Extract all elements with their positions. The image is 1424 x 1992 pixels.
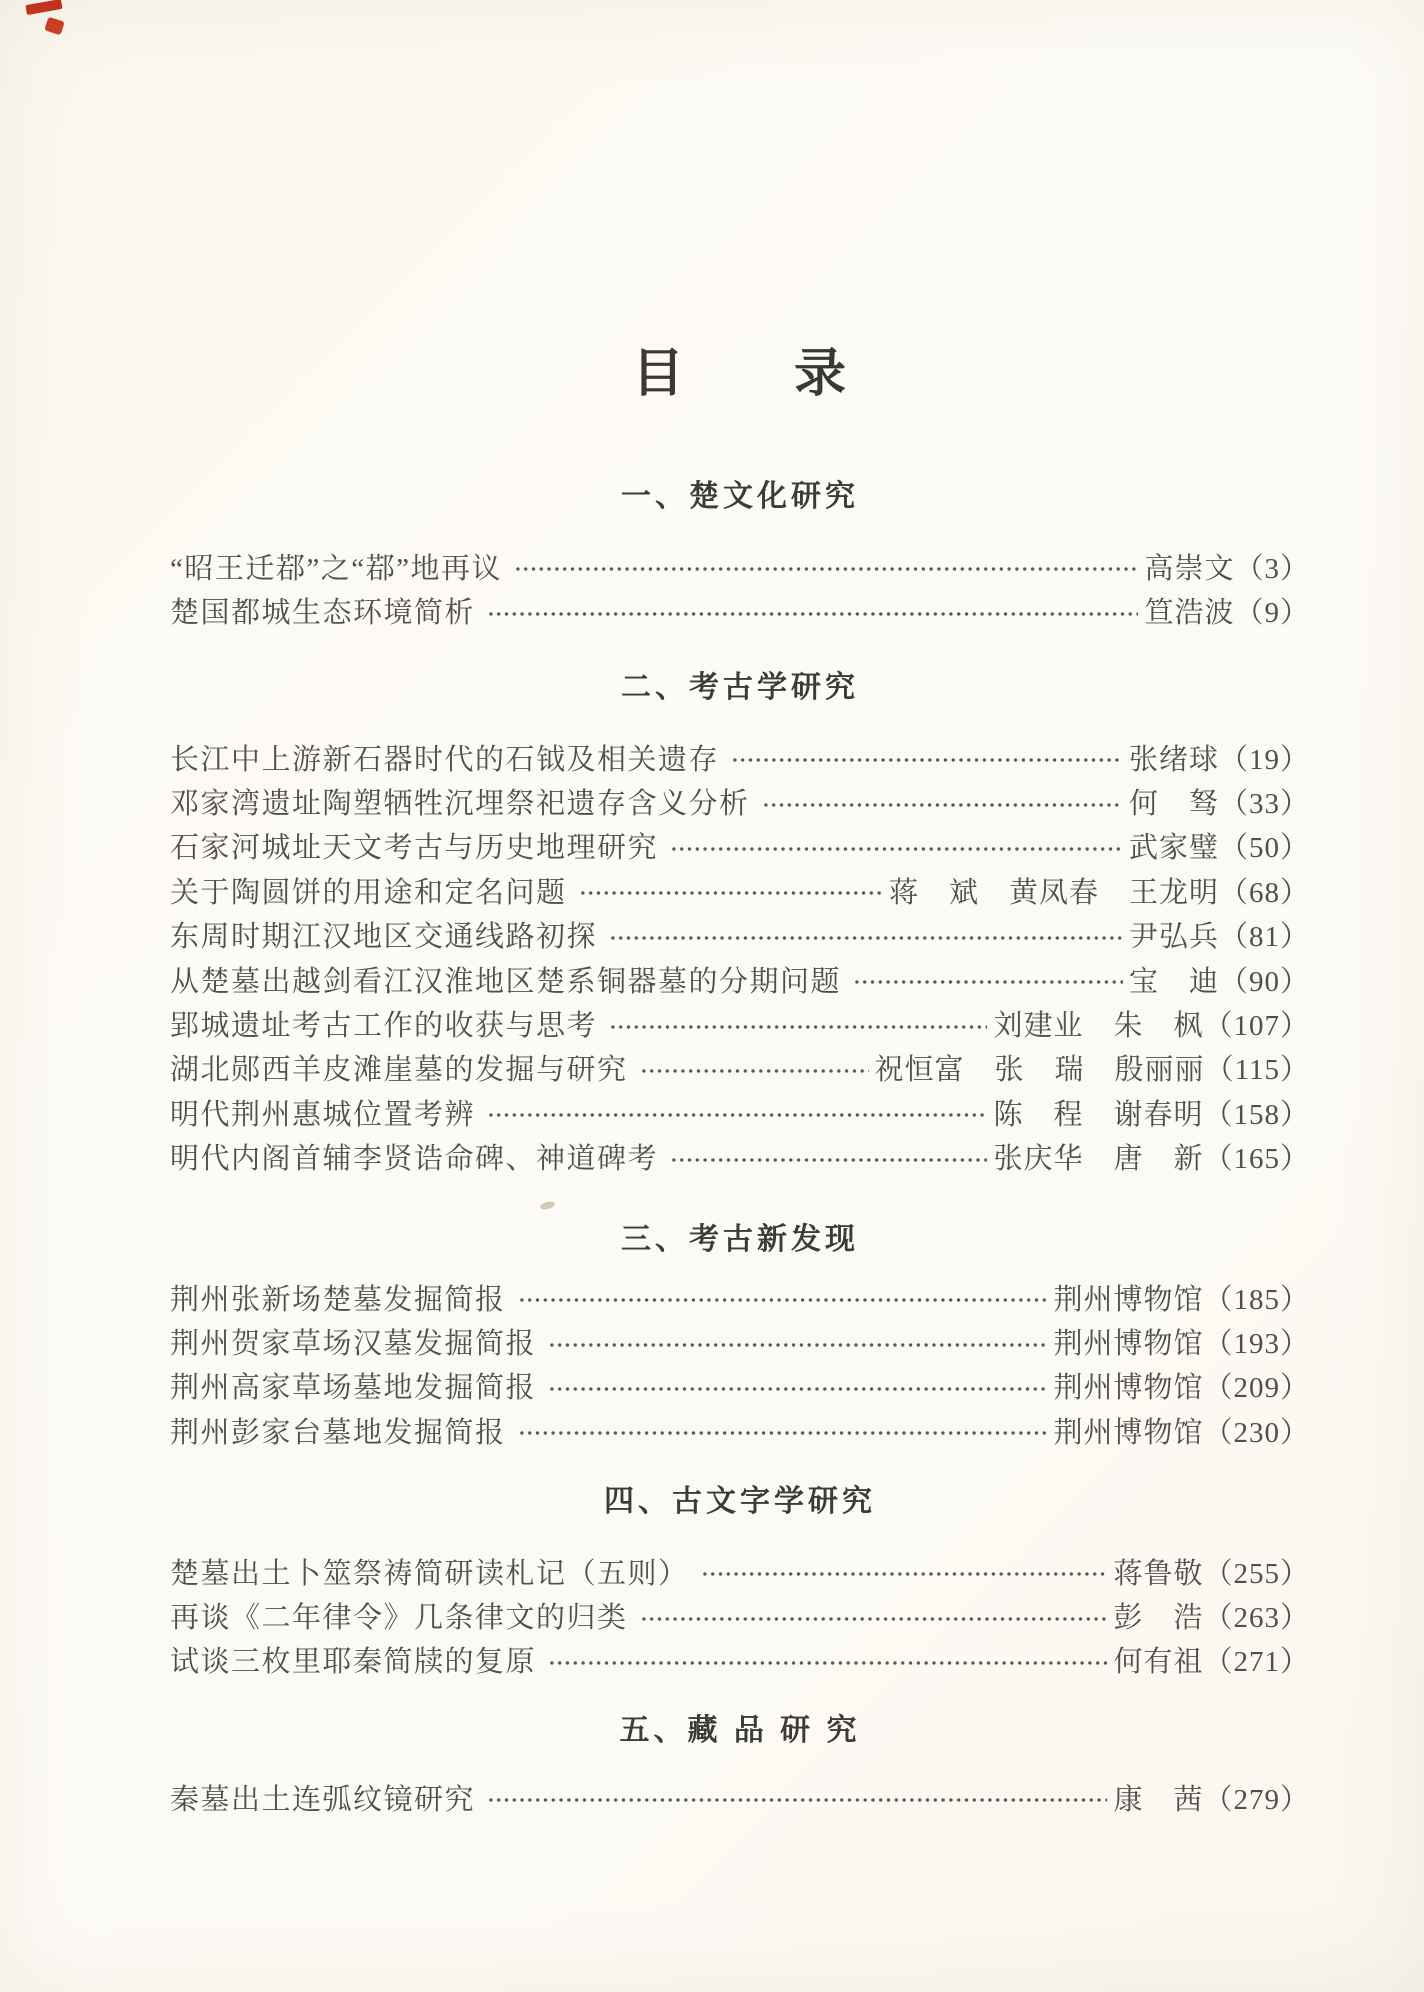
section-heading: 一、楚文化研究 bbox=[621, 480, 859, 513]
toc-entry bbox=[170, 1001, 1310, 1045]
dot-leader bbox=[487, 611, 1138, 617]
entry-title: 荆州彭家台墓地发掘简报 bbox=[170, 1416, 506, 1449]
entry-title: 明代荆州惠城位置考辨 bbox=[170, 1098, 476, 1131]
toc-entry bbox=[170, 735, 1310, 779]
toc-entry bbox=[170, 1275, 1310, 1319]
section-heading: 五、藏 品 研 究 bbox=[619, 1714, 861, 1747]
content-column bbox=[170, 0, 1310, 1992]
dot-leader bbox=[670, 1157, 987, 1163]
toc-entry bbox=[170, 1319, 1310, 1363]
entry-authors: 何有祖 bbox=[1113, 1646, 1204, 1679]
toc-entry bbox=[170, 1638, 1310, 1682]
entry-page-number: （193） bbox=[1203, 1328, 1310, 1361]
entry-title: 湖北郧西羊皮滩崖墓的发掘与研究 bbox=[170, 1054, 628, 1087]
dot-leader bbox=[731, 757, 1123, 763]
entry-page-number: （271） bbox=[1203, 1646, 1310, 1679]
entry-authors: 刘建业 朱 枫 bbox=[993, 1010, 1204, 1043]
entry-title: 邓家湾遗址陶塑牺牲沉埋祭祀遗存含义分析 bbox=[170, 788, 750, 821]
dot-leader bbox=[548, 1386, 1047, 1392]
section-entries bbox=[170, 544, 1310, 633]
entry-page-number: （255） bbox=[1203, 1557, 1310, 1590]
entry-page-number: （33） bbox=[1218, 788, 1310, 821]
toc-entry bbox=[170, 957, 1310, 1001]
entry-title: 试谈三枚里耶秦简牍的复原 bbox=[170, 1646, 537, 1679]
entry-page-number: （230） bbox=[1203, 1416, 1310, 1449]
entry-authors: 彭 浩 bbox=[1113, 1602, 1204, 1635]
entry-title: 荆州高家草场墓地发掘简报 bbox=[170, 1372, 537, 1405]
section-heading: 四、古文字学研究 bbox=[604, 1485, 876, 1518]
toc-entry bbox=[170, 868, 1310, 912]
entry-page-number: （9） bbox=[1234, 597, 1310, 630]
entry-authors: 笪浩波 bbox=[1144, 597, 1235, 630]
entry-page-number: （185） bbox=[1203, 1283, 1310, 1316]
toc-entry bbox=[170, 1775, 1310, 1819]
section-chu-culture bbox=[170, 479, 1310, 633]
dot-leader bbox=[640, 1068, 869, 1074]
entry-authors: 荆州博物馆 bbox=[1053, 1328, 1204, 1361]
section-new-discoveries bbox=[170, 1222, 1310, 1453]
entry-page-number: （115） bbox=[1204, 1054, 1310, 1087]
entry-title: 荆州张新场楚墓发掘简报 bbox=[170, 1283, 506, 1316]
dot-leader bbox=[670, 846, 1123, 852]
toc-entry bbox=[170, 779, 1310, 823]
entry-authors: 祝恒富 张 瑞 殷丽丽 bbox=[874, 1054, 1205, 1087]
section-heading: 二、考古学研究 bbox=[621, 671, 859, 704]
entry-page-number: （209） bbox=[1203, 1372, 1310, 1405]
entry-authors: 张庆华 唐 新 bbox=[993, 1143, 1204, 1176]
section-entries bbox=[170, 1275, 1310, 1453]
dot-leader bbox=[548, 1660, 1107, 1666]
entry-page-number: （19） bbox=[1218, 743, 1310, 776]
dot-leader bbox=[701, 1571, 1108, 1577]
entry-authors: 尹弘兵 bbox=[1128, 921, 1219, 954]
section-collection-research bbox=[170, 1713, 1310, 1819]
section-entries bbox=[170, 1549, 1310, 1682]
entry-authors: 陈 程 谢春明 bbox=[993, 1098, 1204, 1131]
dot-leader bbox=[487, 1112, 987, 1118]
entry-authors: 蒋鲁敬 bbox=[1113, 1557, 1204, 1590]
toc-entry bbox=[170, 588, 1310, 632]
section-heading: 三、考古新发现 bbox=[621, 1223, 859, 1256]
entry-page-number: （263） bbox=[1203, 1602, 1310, 1635]
toc-entry bbox=[170, 913, 1310, 957]
entry-authors: 武家璧 bbox=[1128, 832, 1219, 865]
toc-entry bbox=[170, 1135, 1310, 1179]
dot-leader bbox=[518, 1297, 1048, 1303]
entry-title: 楚国都城生态环境简析 bbox=[170, 597, 476, 630]
entry-page-number: （165） bbox=[1203, 1143, 1310, 1176]
entry-page-number: （279） bbox=[1203, 1783, 1310, 1816]
entry-title: 从楚墓出越剑看江汉淮地区楚系铜器墓的分期问题 bbox=[170, 965, 842, 998]
toc-entry bbox=[170, 1364, 1310, 1408]
entry-page-number: （68） bbox=[1218, 876, 1310, 909]
page-title: 目 录 bbox=[631, 346, 848, 403]
toc-entry bbox=[170, 1046, 1310, 1090]
toc-entry bbox=[170, 544, 1310, 588]
entry-title: 秦墓出土连弧纹镜研究 bbox=[170, 1783, 476, 1816]
entry-title: 明代内阁首辅李贤诰命碑、神道碑考 bbox=[170, 1143, 659, 1176]
entry-page-number: （50） bbox=[1218, 832, 1310, 865]
entry-authors: 宝 迪 bbox=[1128, 965, 1219, 998]
section-entries bbox=[170, 735, 1310, 1179]
entry-authors: 荆州博物馆 bbox=[1053, 1416, 1204, 1449]
entry-title: 荆州贺家草场汉墓发掘简报 bbox=[170, 1328, 537, 1361]
dot-leader bbox=[609, 1024, 987, 1030]
dot-leader bbox=[518, 1430, 1048, 1436]
dot-leader bbox=[548, 1342, 1047, 1348]
red-scan-mark bbox=[25, 0, 62, 15]
entry-authors: 高崇文 bbox=[1144, 552, 1235, 585]
entry-title: 楚墓出土卜筮祭祷简研读札记（五则） bbox=[170, 1557, 689, 1590]
dot-leader bbox=[487, 1797, 1107, 1803]
red-scan-mark bbox=[44, 17, 64, 36]
toc-entry bbox=[170, 824, 1310, 868]
entry-title: 东周时期江汉地区交通线路初探 bbox=[170, 921, 598, 954]
section-paleography bbox=[170, 1484, 1310, 1682]
entry-title: 再谈《二年律令》几条律文的归类 bbox=[170, 1602, 628, 1635]
entry-page-number: （81） bbox=[1218, 921, 1310, 954]
toc-entry bbox=[170, 1549, 1310, 1593]
dot-leader bbox=[514, 566, 1138, 572]
dot-leader bbox=[579, 890, 883, 896]
entry-page-number: （158） bbox=[1203, 1098, 1310, 1131]
dot-leader bbox=[609, 935, 1123, 941]
entry-title: 长江中上游新石器时代的石钺及相关遗存 bbox=[170, 743, 720, 776]
entry-title: 石家河城址天文考古与历史地理研究 bbox=[170, 832, 659, 865]
entry-title: 关于陶圆饼的用途和定名问题 bbox=[170, 876, 567, 909]
entry-authors: 荆州博物馆 bbox=[1053, 1372, 1204, 1405]
entry-authors: 何 驽 bbox=[1128, 788, 1219, 821]
entry-title: 郢城遗址考古工作的收获与思考 bbox=[170, 1010, 598, 1043]
section-archaeology-research bbox=[170, 670, 1310, 1179]
entry-page-number: （3） bbox=[1234, 552, 1310, 585]
dot-leader bbox=[853, 979, 1123, 985]
entry-page-number: （107） bbox=[1203, 1010, 1310, 1043]
toc-entry bbox=[170, 1593, 1310, 1637]
entry-title: “昭王迁鄀”之“鄀”地再议 bbox=[170, 552, 502, 585]
dot-leader bbox=[762, 802, 1123, 808]
section-entries bbox=[170, 1775, 1310, 1819]
entry-page-number: （90） bbox=[1218, 965, 1310, 998]
entry-authors: 康 茜 bbox=[1113, 1783, 1204, 1816]
entry-authors: 荆州博物馆 bbox=[1053, 1283, 1204, 1316]
toc-entry bbox=[170, 1408, 1310, 1452]
entry-authors: 蒋 斌 黄凤春 王龙明 bbox=[888, 876, 1219, 909]
dot-leader bbox=[640, 1616, 1108, 1622]
entry-authors: 张绪球 bbox=[1128, 743, 1219, 776]
toc-entry bbox=[170, 1090, 1310, 1134]
